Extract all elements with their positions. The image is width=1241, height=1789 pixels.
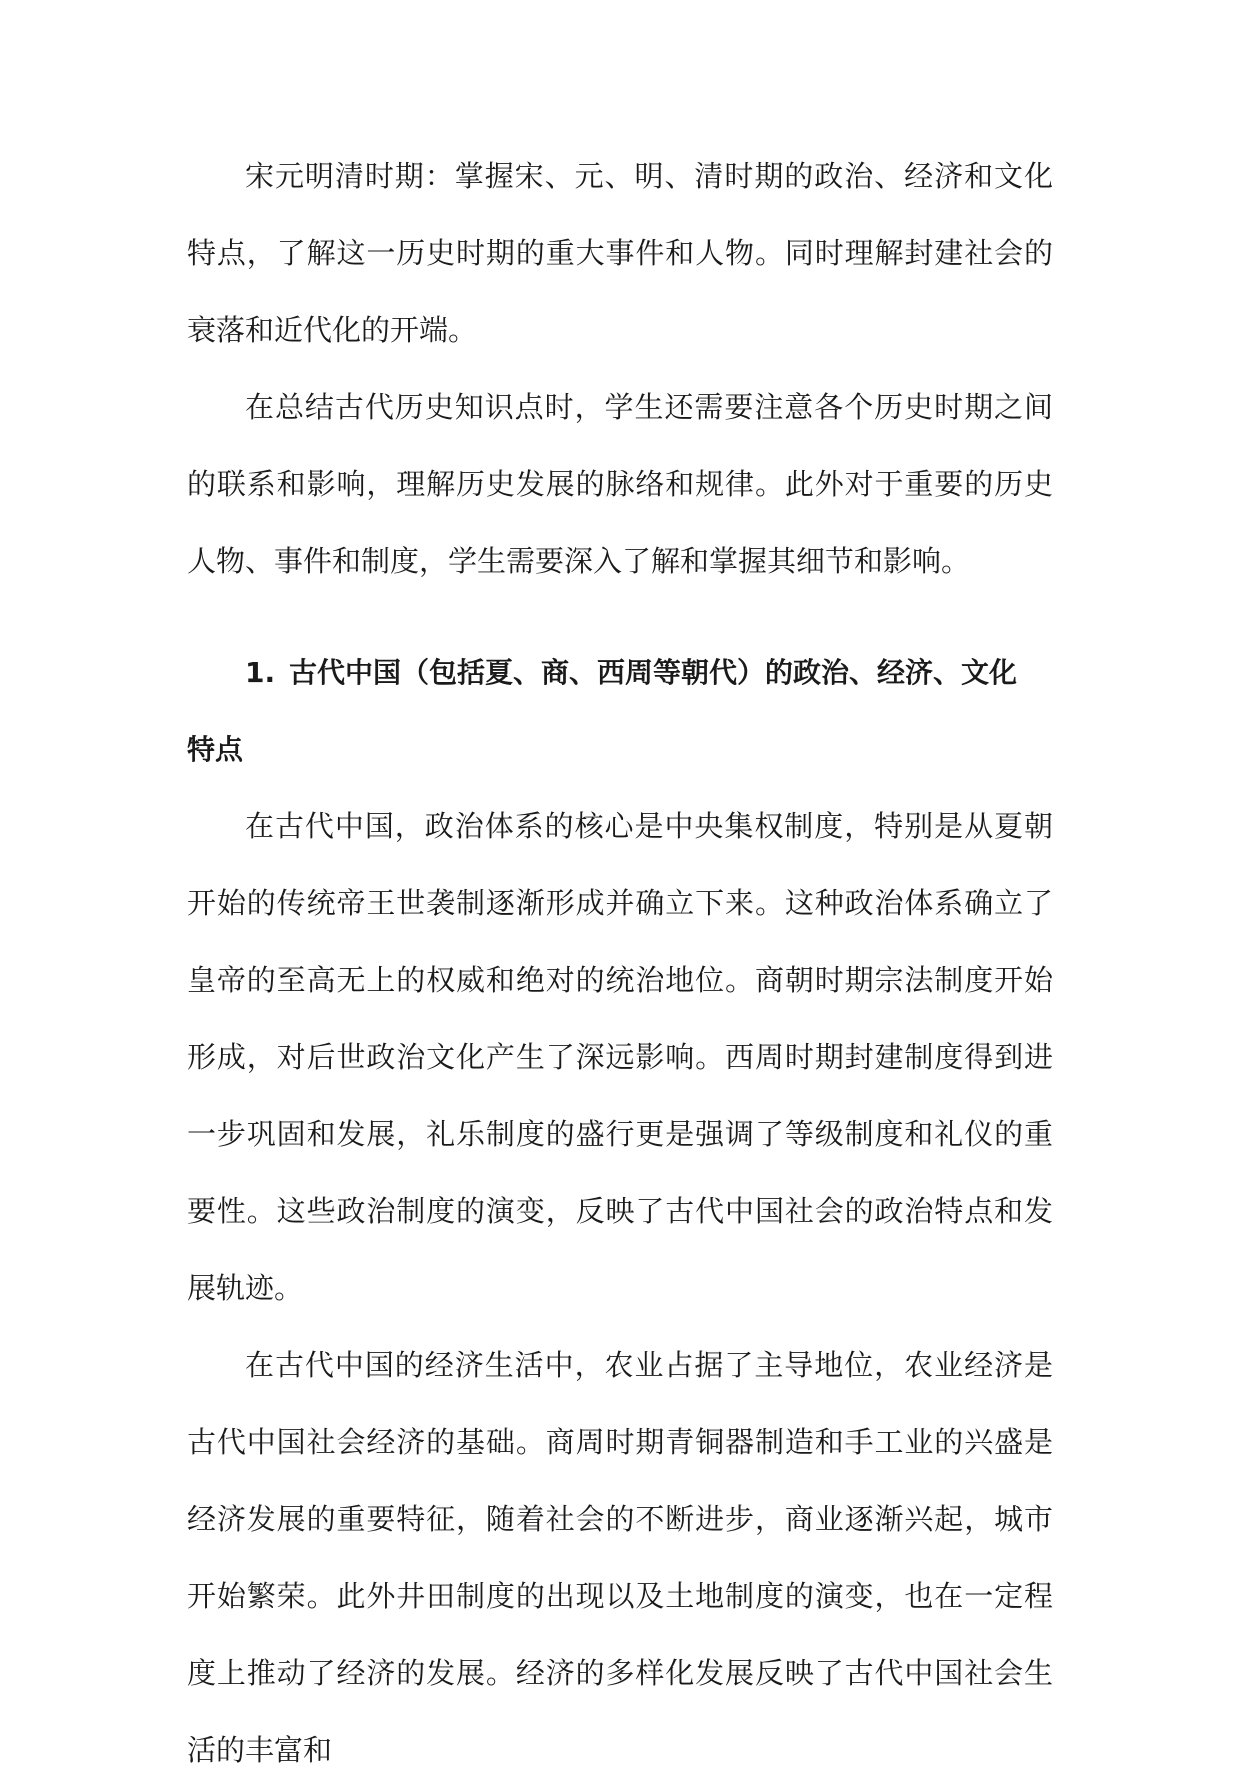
paragraph-song-yuan-ming-qing: 宋元明清时期：掌握宋、元、明、清时期的政治、经济和文化特点，了解这一历史时期的重大事件和人物。同时理解封建社会的衰落和近代化的开端。 [187,159,1053,347]
section-title-line1: 古代中国（包括夏、商、西周等朝代）的政治、经济、文化 [289,656,1018,689]
paragraph-summary-advice: 在总结古代历史知识点时，学生还需要注意各个历史时期之间的联系和影响，理解历史发展的脉络和规律。此外对于重要的历史人物、事件和制度，学生需要深入了解和掌握其细节和影响。 [187,390,1053,578]
paragraph-economy: 在古代中国的经济生活中，农业占据了主导地位，农业经济是古代中国社会经济的基础。商周时期青铜器制造和手工业的兴盛是经济发展的重要特征，随着社会的不断进步，商业逐渐兴起，城市开始繁荣。此外井田制度的出现以及土地制度的演变，也在一定程度上推动了经济的发展。经济的多样化发展反映了古代中国社会生活的丰富和 [187,1348,1053,1767]
section-title-line2: 特点 [187,733,244,766]
section-heading [187,634,1053,711]
document-page [187,138,1053,1789]
paragraph-politics: 在古代中国，政治体系的核心是中央集权制度，特别是从夏朝开始的传统帝王世袭制逐渐形成并确立下来。这种政治体系确立了皇帝的至高无上的权威和绝对的统治地位。商朝时期宗法制度开始形成，对后世政治文化产生了深远影响。西周时期封建制度得到进一步巩固和发展，礼乐制度的盛行更是强调了等级制度和礼仪的重要性。这些政治制度的演变，反映了古代中国社会的政治特点和发展轨迹。 [187,809,1053,1305]
section-number: 1. [245,656,276,689]
